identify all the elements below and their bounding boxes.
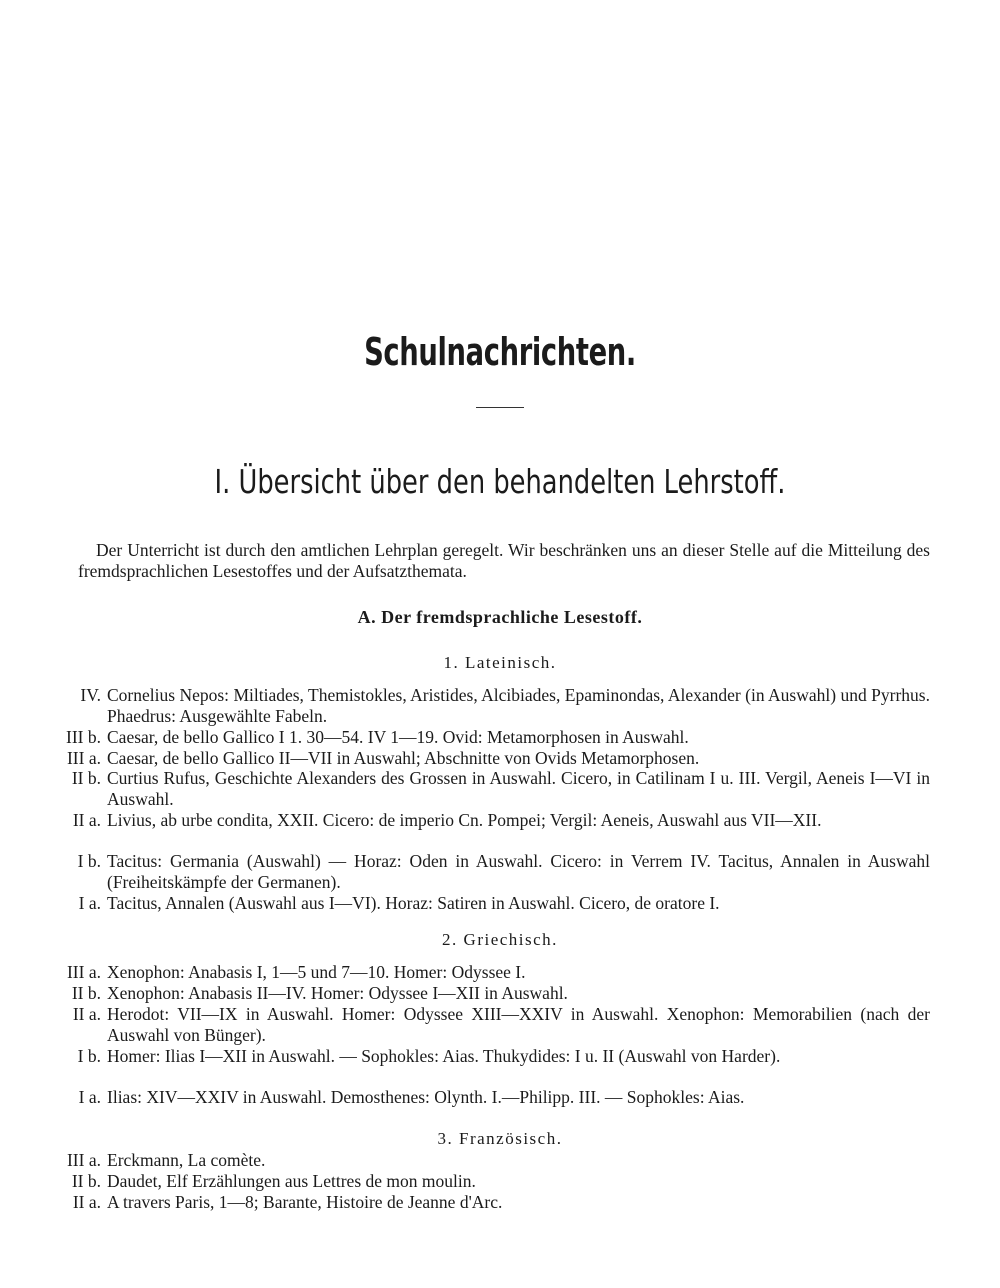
entry-text: Caesar, de bello Gallico II—VII in Auswahl; Abschnitte von Ovids Metamorphosen.: [107, 748, 700, 768]
latin-entry: [50, 748, 930, 769]
class-label: III a.: [66, 962, 101, 982]
class-label: III a.: [66, 1150, 101, 1170]
page-title: Schulnachrichten.: [364, 330, 636, 374]
class-label: I a.: [78, 893, 101, 913]
class-label: III a.: [66, 748, 101, 768]
class-label: II a.: [72, 1004, 101, 1024]
greek-entry: [50, 962, 930, 983]
section-title: I. Übersicht über den behandelten Lehrstoff.: [214, 462, 786, 501]
subheading-lesestoff: A. Der fremdsprachliche Lesestoff.: [357, 607, 643, 627]
french-entry: [50, 1150, 930, 1171]
greek-heading: 2. Griechisch.: [442, 930, 558, 949]
entry-text: Xenophon: Anabasis II—IV. Homer: Odyssee I—XII in Auswahl.: [107, 983, 568, 1003]
latin-entry: [50, 768, 930, 810]
greek-entry: [50, 983, 930, 1004]
greek-entry: [50, 1087, 930, 1108]
french-entry: [50, 1192, 930, 1213]
class-label: III b.: [66, 727, 101, 747]
class-label: II b.: [71, 983, 101, 1003]
entry-text: Livius, ab urbe condita, XXII. Cicero: de imperio Cn. Pompei; Vergil: Aeneis, Auswahl aus VII—XII.: [107, 810, 822, 830]
intro-paragraph: Der Unterricht ist durch den amtlichen Lehrplan geregelt. Wir beschränken uns an dieser Stelle auf die Mitteilung des fremdsprachlichen Lesestoffes und der Aufsatzthemata.: [78, 540, 930, 581]
class-label: II b.: [71, 768, 101, 788]
greek-entry: [50, 1046, 930, 1067]
entry-text: Daudet, Elf Erzählungen aus Lettres de mon moulin.: [107, 1171, 476, 1191]
entry-text: A travers Paris, 1—8; Barante, Histoire de Jeanne d'Arc.: [107, 1192, 503, 1212]
greek-entry: [50, 1004, 930, 1046]
entry-text: Herodot: VII—IX in Auswahl. Homer: Odyssee XIII—XXIV in Auswahl. Xenophon: Memorabilien (nach der Auswahl von Bünger).: [107, 1004, 930, 1045]
entry-text: Caesar, de bello Gallico I 1. 30—54. IV 1—19. Ovid: Metamorphosen in Auswahl.: [107, 727, 689, 747]
entry-text: Ilias: XIV—XXIV in Auswahl. Demosthenes: Olynth. I.—Philipp. III. — Sophokles: Aias.: [107, 1087, 745, 1107]
class-label: I b.: [77, 1046, 101, 1066]
french-heading: 3. Französisch.: [437, 1129, 563, 1148]
entry-text: Cornelius Nepos: Miltiades, Themistokles, Aristides, Alcibiades, Epaminondas, Alexander (in Auswahl) und Pyrrhus. Phaedrus: Ausgewählte Fabeln.: [107, 685, 930, 726]
class-label: II b.: [71, 1171, 101, 1191]
french-entry: [50, 1171, 930, 1192]
entry-text: Xenophon: Anabasis I, 1—5 und 7—10. Homer: Odyssee I.: [107, 962, 526, 982]
class-label: I b.: [77, 851, 101, 871]
latin-heading: 1. Lateinisch.: [443, 653, 557, 672]
class-label: II a.: [72, 1192, 101, 1212]
title-divider: [476, 407, 524, 408]
entry-text: Tacitus: Germania (Auswahl) — Horaz: Oden in Auswahl. Cicero: in Verrem IV. Tacitus, Annalen in Auswahl (Freiheitskämpfe der Germanen).: [107, 851, 930, 892]
entry-text: Erckmann, La comète.: [107, 1150, 266, 1170]
class-label: I a.: [78, 1087, 101, 1107]
latin-entry: [50, 727, 930, 748]
class-label: IV.: [80, 685, 101, 705]
entry-text: Curtius Rufus, Geschichte Alexanders des Grossen in Auswahl. Cicero, in Catilinam I u. III. Vergil, Aeneis I—VI in Auswahl.: [107, 768, 930, 809]
entry-text: Tacitus, Annalen (Auswahl aus I—VI). Horaz: Satiren in Auswahl. Cicero, de oratore I.: [107, 893, 720, 913]
class-label: II a.: [72, 810, 101, 830]
latin-entry: [50, 893, 930, 914]
latin-entry: [50, 685, 930, 727]
entry-text: Homer: Ilias I—XII in Auswahl. — Sophokles: Aias. Thukydides: I u. II (Auswahl von Harder).: [107, 1046, 781, 1066]
latin-entry: [50, 810, 930, 831]
latin-entry: [50, 851, 930, 893]
